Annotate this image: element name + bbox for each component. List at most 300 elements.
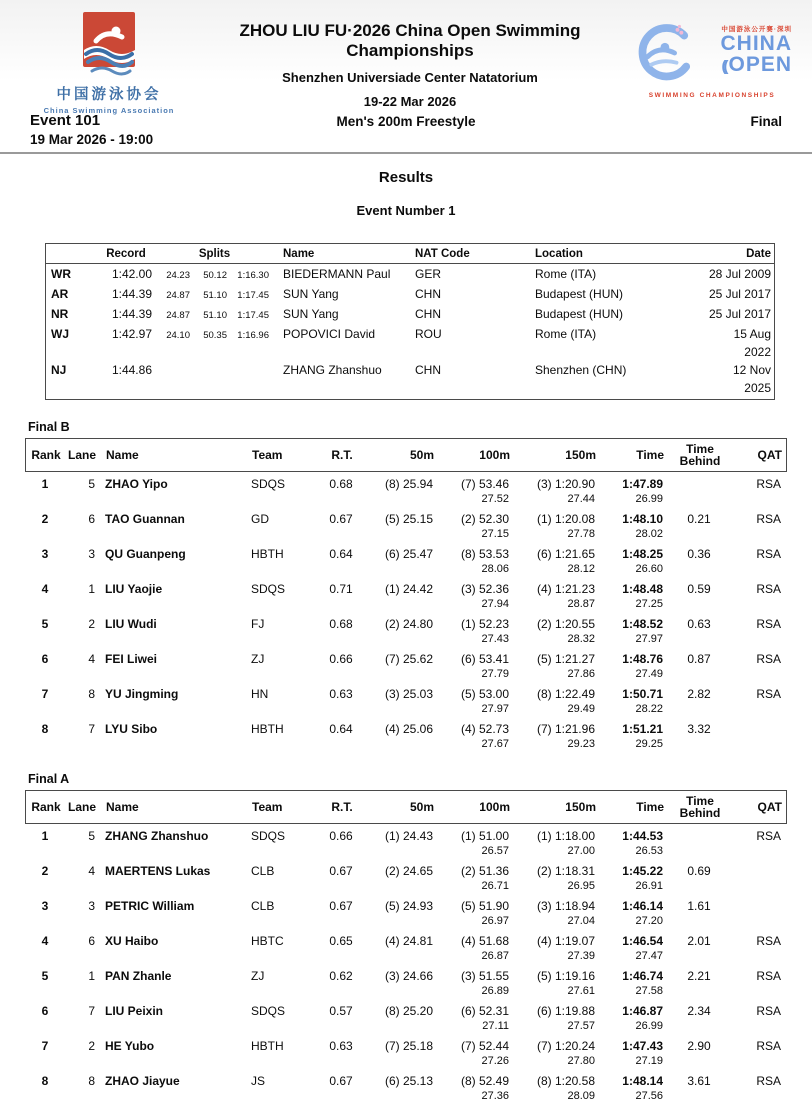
name-cell: HE Yubo [105,1039,155,1053]
team-cell: HBTH [251,547,284,561]
wave-swirl-icon [632,22,692,89]
col-header-time: Time [636,447,664,462]
m100-cell: (5) 53.00 [460,687,509,701]
m150-cell: (1) 1:18.00 [536,829,595,843]
behind-cell: 0.59 [687,582,711,596]
result-row [25,472,787,507]
record-s1-cell: 24.23 [166,270,190,281]
time-cell: 1:46.54 [622,934,663,948]
team-cell: GD [251,512,269,526]
m150-split-cell: 27.04 [567,915,595,927]
name-cell: PAN Zhanle [105,969,172,983]
record-location-cell: Budapest (HUN) [535,287,624,301]
qat-cell: RSA [756,969,781,983]
name-cell: LIU Wudi [105,617,157,631]
china-open-word2 [692,54,792,75]
china-open-word1: CHINA [720,32,792,55]
m100-split-cell: 27.26 [481,1055,509,1067]
lane-cell: 6 [88,934,95,948]
china-open-chinese-text: 中国游泳公开赛·深圳 [721,26,792,33]
m150-split-cell: 27.00 [567,845,595,857]
m100-cell: (8) 52.49 [460,1074,509,1088]
behind-cell: 3.61 [687,1074,711,1088]
csa-logo-english-text: China Swimming Association [43,106,175,115]
time-cell: 1:45.22 [622,864,663,878]
m150-split-cell: 28.12 [567,563,595,575]
time-split-cell: 27.47 [635,950,663,962]
lane-cell: 3 [88,899,95,913]
final-a-header-row [25,790,787,824]
final-a-section [0,772,812,1104]
name-cell: PETRIC William [105,899,195,913]
m100-split-cell: 26.71 [481,880,509,892]
team-cell: HN [251,687,269,701]
behind-cell: 2.34 [687,1004,711,1018]
m150-cell: (5) 1:19.16 [536,969,595,983]
m50-cell: (4) 24.81 [384,934,433,948]
col-header-team: Team [252,447,283,462]
result-row [25,824,787,859]
event-info-bar [0,108,812,154]
rt-cell: 0.67 [329,512,353,526]
record-name-cell: BIEDERMANN Paul [283,267,391,281]
result-row [25,577,787,612]
col-header-name: Name [106,799,139,814]
record-nat-cell: CHN [415,287,441,301]
rt-cell: 0.67 [329,864,353,878]
time-cell: 1:48.48 [622,582,663,596]
m150-split-cell: 26.95 [567,880,595,892]
record-time-cell: 1:44.86 [111,363,152,377]
time-cell: 1:48.76 [622,652,663,666]
record-s2-cell: 51.10 [203,290,227,301]
record-nat-cell: CHN [415,363,441,377]
m100-split-cell: 27.36 [481,1090,509,1102]
col-header-rt: R.T. [331,799,353,814]
time-cell: 1:48.14 [622,1074,663,1088]
rank-cell: 5 [41,617,49,631]
time-cell: 1:46.74 [622,969,663,983]
lane-cell: 1 [88,582,95,596]
result-row [25,612,787,647]
results-heading: Results [378,169,434,186]
col-header-time-behind [664,443,736,467]
record-s3-cell: 1:16.96 [237,330,269,341]
record-row [46,361,774,397]
qat-cell: RSA [756,1004,781,1018]
behind-cell: 0.36 [687,547,711,561]
final-b-label: Final B [28,420,70,434]
lane-cell: 4 [88,652,95,666]
m100-split-cell: 27.97 [481,703,509,715]
record-s3-cell: 1:17.45 [237,290,269,301]
final-a-body [25,824,787,1104]
rt-cell: 0.65 [329,934,353,948]
time-cell: 1:48.25 [622,547,663,561]
col-header-rank: Rank [31,799,61,814]
team-cell: HBTH [251,1039,284,1053]
name-cell: XU Haibo [105,934,159,948]
record-time-cell: 1:42.97 [111,327,152,341]
record-time-cell: 1:44.39 [111,307,152,321]
m50-cell: (8) 25.94 [384,477,433,491]
m100-cell: (1) 52.23 [460,617,509,631]
m150-split-cell: 27.61 [567,985,595,997]
lane-cell: 6 [88,512,95,526]
time-cell: 1:46.14 [622,899,663,913]
behind-cell: 0.63 [687,617,711,631]
time-cell: 1:50.71 [622,687,663,701]
col-header-qat: QAT [757,447,782,462]
record-time-cell: 1:42.00 [111,267,152,281]
col-header-lane: Lane [67,447,96,462]
m100-cell: (8) 53.53 [460,547,509,561]
m150-cell: (7) 1:20.24 [536,1039,595,1053]
records-header-row [46,244,774,264]
final-b-body [25,472,787,752]
time-split-cell: 27.97 [635,633,663,645]
competition-title: ZHOU LIU FU·2026 China Open Swimming Championships [239,21,581,60]
record-location-cell: Rome (ITA) [535,267,597,281]
time-split-cell: 27.25 [635,598,663,610]
col-header-time-behind-line2: Behind [679,806,721,820]
m150-cell: (8) 1:22.49 [536,687,595,701]
time-split-cell: 27.56 [635,1090,663,1102]
qat-cell: RSA [756,547,781,561]
team-cell: SDQS [251,477,286,491]
m150-split-cell: 28.32 [567,633,595,645]
record-date-cell: 25 Jul 2017 [708,287,771,301]
records-col-splits: Splits [198,248,231,260]
rt-cell: 0.64 [329,722,353,736]
final-a-label: Final A [28,772,70,786]
record-row [46,265,774,285]
china-open-wordmark [692,22,792,75]
rank-cell: 3 [41,547,49,561]
rank-cell: 5 [41,969,49,983]
record-nat-cell: CHN [415,307,441,321]
m150-cell: (2) 1:20.55 [536,617,595,631]
final-a-table [25,790,787,1104]
china-open-word2-text: OPEN [728,53,792,76]
col-header-rt: R.T. [331,447,353,462]
record-type-cell: NJ [51,363,67,377]
col-header-team: Team [252,799,283,814]
competition-dates: 19-22 Mar 2026 [363,94,457,109]
time-split-cell: 28.22 [635,703,663,715]
behind-cell [663,829,735,844]
records-col-date: Date [746,248,771,260]
name-cell: FEI Liwei [105,652,158,666]
m100-cell: (2) 51.36 [460,864,509,878]
time-cell: 1:47.89 [622,477,663,491]
m100-cell: (4) 52.73 [460,722,509,736]
col-header-time-behind-line1: Time [686,442,714,456]
m100-cell: (3) 52.36 [460,582,509,596]
record-nat-cell: ROU [415,327,442,341]
time-cell: 1:47.43 [622,1039,663,1053]
behind-cell: 0.21 [687,512,711,526]
record-date-cell: 15 Aug 2022 [733,327,771,359]
team-cell: SDQS [251,829,286,843]
behind-cell: 2.21 [687,969,711,983]
m50-cell: (6) 25.13 [384,1074,433,1088]
final-b-section [0,420,812,752]
rt-cell: 0.66 [329,652,353,666]
m150-cell: (6) 1:21.65 [536,547,595,561]
result-row [25,859,787,894]
team-cell: HBTC [251,934,284,948]
csa-logo-chinese-text: 中国游泳协会 [56,87,162,103]
lane-cell: 1 [88,969,95,983]
m50-cell: (5) 24.93 [384,899,433,913]
event-phase: Final [750,114,782,129]
m100-split-cell: 27.15 [481,528,509,540]
rank-cell: 3 [41,899,49,913]
m150-cell: (1) 1:20.08 [536,512,595,526]
m150-cell: (8) 1:20.58 [536,1074,595,1088]
lane-cell: 2 [88,617,95,631]
lane-cell: 7 [88,722,95,736]
m150-cell: (5) 1:21.27 [536,652,595,666]
lane-cell: 7 [88,1004,95,1018]
csa-logo [30,12,188,115]
m150-split-cell: 27.39 [567,950,595,962]
rt-cell: 0.66 [329,829,353,843]
name-cell: MAERTENS Lukas [105,864,211,878]
records-col-location: Location [535,248,583,260]
name-cell: ZHANG Zhanshuo [105,829,209,843]
rank-cell: 4 [41,582,49,596]
m100-split-cell: 27.43 [481,633,509,645]
record-name-cell: SUN Yang [283,287,339,301]
m50-cell: (5) 25.15 [384,512,433,526]
records-col-record: Record [106,248,146,260]
m150-cell: (6) 1:19.88 [536,1004,595,1018]
rt-cell: 0.62 [329,969,353,983]
record-s3-cell: 1:16.30 [237,270,269,281]
rt-cell: 0.68 [329,617,353,631]
record-nat-cell: GER [415,267,442,281]
result-row [25,929,787,964]
record-location-cell: Budapest (HUN) [535,307,624,321]
m50-cell: (4) 25.06 [384,722,433,736]
col-header-lane: Lane [67,799,96,814]
qat-cell [735,864,787,879]
m50-cell: (8) 25.20 [384,1004,433,1018]
m100-split-cell: 26.57 [481,845,509,857]
time-split-cell: 27.20 [635,915,663,927]
m50-cell: (1) 24.42 [384,582,433,596]
page-header [0,0,812,115]
records-col-name: Name [283,248,315,260]
time-cell: 1:48.10 [622,512,663,526]
m150-split-cell: 27.80 [567,1055,595,1067]
time-cell: 1:51.21 [622,722,663,736]
m150-cell: (7) 1:21.96 [536,722,595,736]
m50-cell: (2) 24.65 [384,864,433,878]
record-name-cell: POPOVICI David [283,327,376,341]
m150-split-cell: 29.49 [567,703,595,715]
m100-split-cell: 26.97 [481,915,509,927]
behind-cell [663,477,735,492]
m150-cell: (4) 1:19.07 [536,934,595,948]
swimmer-icon [82,63,136,80]
rank-cell: 8 [41,722,49,736]
record-type-cell: WR [51,267,71,281]
rt-cell: 0.64 [329,547,353,561]
m150-cell: (3) 1:20.90 [536,477,595,491]
result-row [25,1034,787,1069]
record-type-cell: AR [51,287,69,301]
records-table [45,243,775,400]
m100-cell: (3) 51.55 [460,969,509,983]
col-header-qat: QAT [757,799,782,814]
time-cell: 1:48.52 [622,617,663,631]
event-name: Men's 200m Freestyle [336,114,476,129]
rank-cell: 2 [41,864,49,878]
record-name-cell: ZHANG Zhanshuo [283,363,382,377]
team-cell: ZJ [251,652,265,666]
m100-split-cell: 27.52 [481,493,509,505]
paren-arcs-icon: (( [721,58,726,75]
m100-cell: (6) 52.31 [460,1004,509,1018]
col-header-name: Name [106,447,139,462]
rt-cell: 0.68 [329,477,353,491]
event-info-left [30,112,336,147]
m100-split-cell: 27.79 [481,668,509,680]
record-row [46,325,774,361]
m50-cell: (1) 24.43 [384,829,433,843]
china-open-tagline: SWIMMING CHAMPIONSHIPS [648,92,776,99]
time-split-cell: 26.91 [635,880,663,892]
col-header-100m: 100m [479,447,510,462]
result-row [25,717,787,752]
name-cell: TAO Guannan [105,512,185,526]
col-header-time-behind-line2: Behind [679,454,721,468]
rank-cell: 7 [41,1039,49,1053]
record-date-cell: 25 Jul 2017 [708,307,771,321]
rank-cell: 4 [41,934,49,948]
record-s2-cell: 50.12 [203,270,227,281]
m100-split-cell: 26.87 [481,950,509,962]
rank-cell: 1 [41,829,49,843]
event-datetime: 19 Mar 2026 - 19:00 [30,132,154,147]
col-header-time-behind-line1: Time [686,794,714,808]
m100-split-cell: 26.89 [481,985,509,997]
final-b-header-row [25,438,787,472]
record-row [46,285,774,305]
name-cell: YU Jingming [105,687,179,701]
team-cell: SDQS [251,1004,286,1018]
rt-cell: 0.67 [329,1074,353,1088]
m50-cell: (6) 25.47 [384,547,433,561]
lane-cell: 4 [88,864,95,878]
m100-cell: (7) 52.44 [460,1039,509,1053]
qat-cell: RSA [756,652,781,666]
time-split-cell: 26.60 [635,563,663,575]
behind-cell: 3.32 [687,722,711,736]
rank-cell: 7 [41,687,49,701]
m100-split-cell: 27.94 [481,598,509,610]
m50-cell: (7) 25.62 [384,652,433,666]
behind-cell: 1.61 [687,899,711,913]
team-cell: CLB [251,899,275,913]
rank-cell: 6 [41,1004,49,1018]
behind-cell: 0.87 [687,652,711,666]
record-type-cell: WJ [51,327,69,341]
time-split-cell: 29.25 [635,738,663,750]
lane-cell: 3 [88,547,95,561]
record-row [46,305,774,325]
col-header-150m: 150m [565,799,596,814]
behind-cell: 2.82 [687,687,711,701]
time-split-cell: 28.02 [635,528,663,540]
records-body [46,264,774,399]
name-cell: LIU Yaojie [105,582,163,596]
behind-cell: 2.01 [687,934,711,948]
time-split-cell: 26.99 [635,1020,663,1032]
team-cell: CLB [251,864,275,878]
final-b-table [25,438,787,752]
name-cell: ZHAO Yipo [105,477,168,491]
col-header-50m: 50m [409,447,434,462]
qat-cell [735,722,787,737]
time-cell: 1:44.53 [622,829,663,843]
records-col-nat: NAT Code [415,248,470,260]
m100-split-cell: 28.06 [481,563,509,575]
qat-cell [735,899,787,914]
behind-cell: 2.90 [687,1039,711,1053]
record-location-cell: Rome (ITA) [535,327,597,341]
name-cell: LIU Peixin [105,1004,164,1018]
m50-cell: (7) 25.18 [384,1039,433,1053]
record-s1-cell: 24.87 [166,290,190,301]
col-header-time: Time [636,799,664,814]
result-row [25,647,787,682]
m100-split-cell: 27.67 [481,738,509,750]
m150-split-cell: 28.87 [567,598,595,610]
m100-cell: (7) 53.46 [460,477,509,491]
rt-cell: 0.67 [329,899,353,913]
lane-cell: 5 [88,829,95,843]
record-s2-cell: 51.10 [203,310,227,321]
record-name-cell: SUN Yang [283,307,339,321]
qat-cell: RSA [756,617,781,631]
m100-cell: (1) 51.00 [460,829,509,843]
result-row [25,542,787,577]
record-location-cell: Shenzhen (CHN) [535,363,627,377]
china-open-logo-top [632,22,792,89]
lane-cell: 2 [88,1039,95,1053]
event-number-heading: Event Number 1 [356,203,456,218]
qat-cell: RSA [756,934,781,948]
result-row [25,1069,787,1104]
name-cell: LYU Sibo [105,722,158,736]
record-s1-cell: 24.87 [166,310,190,321]
team-cell: ZJ [251,969,265,983]
time-cell: 1:46.87 [622,1004,663,1018]
m150-split-cell: 27.78 [567,528,595,540]
team-cell: HBTH [251,722,284,736]
m150-split-cell: 27.44 [567,493,595,505]
china-open-logo [632,12,792,99]
m100-cell: (4) 51.68 [460,934,509,948]
result-row [25,682,787,717]
result-row [25,964,787,999]
rt-cell: 0.57 [329,1004,353,1018]
record-time-cell: 1:44.39 [111,287,152,301]
